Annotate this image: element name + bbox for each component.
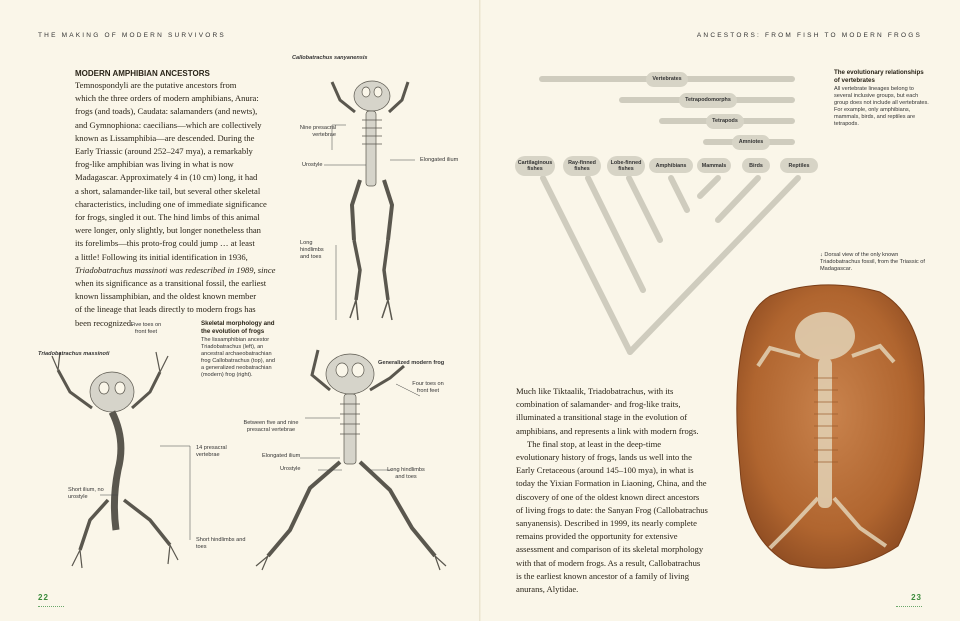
article-line: sanyanensis). Described in 1999, its nearly complete xyxy=(516,518,697,529)
group-tetrapods-label: Tetrapods xyxy=(712,118,738,124)
article-line: Early Cretaceous (around 145–100 mya), in what is xyxy=(516,465,694,476)
article-line: of living frogs to date: the Sanyan Frog (Callobatrachus xyxy=(516,504,708,515)
label-urostyle: Urostyle xyxy=(302,162,323,168)
article-line: is the earliest known ancestor of a family of living xyxy=(516,570,690,581)
article-line: discovery of one of the oldest known direct ancestors xyxy=(516,491,700,502)
label-nine-presacral: Nine presacral vertebrae xyxy=(299,125,336,138)
taxon-mammals-label: Mammals xyxy=(701,163,727,169)
page-number-right: 23 xyxy=(911,593,922,602)
article-line: Early Triassic (around 252–247 mya), a remarkably xyxy=(75,146,253,157)
label-elongated-ilium-2: Elongated ilium xyxy=(262,453,301,459)
page-number-left: 22 xyxy=(38,593,49,602)
label-urostyle-2: Urostyle xyxy=(280,466,301,472)
label-short-ilium: Short ilium, no urostyle xyxy=(68,487,104,500)
article-line: anurans, Alytidae. xyxy=(516,584,579,595)
article-line: been recognized. xyxy=(75,317,134,328)
label-five-toes: Five toes on front feet xyxy=(130,322,162,335)
page-number-dots-left xyxy=(38,606,64,607)
article-line: Much like Tiktaalik, Triadobatrachus, with its xyxy=(516,386,674,396)
article-title: MODERN AMPHIBIAN ANCESTORS xyxy=(75,69,210,78)
article-line: its forelimbs—this proto-frog could jump … at least xyxy=(75,238,255,249)
article-line: combination of salamander- and frog-like traits, xyxy=(516,399,681,410)
right-article-body xyxy=(516,385,726,596)
article-line: Temnospondyli are the putative ancestors from xyxy=(75,80,237,90)
cladogram-caption xyxy=(834,69,930,128)
running-header-left: THE MAKING OF MODERN SURVIVORS xyxy=(38,32,226,39)
article-line: remains provided the opportunity for extensive xyxy=(516,531,678,542)
label-four-toes: Four toes on front feet xyxy=(412,381,444,394)
taxon-amphibians-label: Amphibians xyxy=(655,163,687,169)
cladogram-caption-text: All vertebrate lineages belong to several inclusive groups, but each group does not include all vertebrates. For example, only amphibians, mammals, birds, and reptiles are tetrapods. xyxy=(834,86,929,127)
group-vertebrates-label: Vertebrates xyxy=(652,76,682,82)
skeletal-caption-title: Skeletal morphology and the evolution of frogs xyxy=(201,320,275,335)
group-tetrapodomorphs-label: Tetrapodomorphs xyxy=(685,97,731,103)
article-line: a little! Following its initial identification in 1936, xyxy=(75,251,248,262)
group-amniotes-label: Amniotes xyxy=(738,139,764,145)
label-five-to-nine-presacral: Between five and nine presacral vertebrae xyxy=(243,420,299,433)
label-long-hindlimbs: Long hindlimbs and toes xyxy=(300,240,324,260)
running-header-right: ANCESTORS: FROM FISH TO MODERN FROGS xyxy=(696,32,922,39)
callobatrachus-title: Callobatrachus sanyanensis xyxy=(292,55,368,61)
article-line: and Gymnophiona: caecilians—which are collectively xyxy=(75,119,262,130)
article-line: Triadobatrachus massinoti was redescribed in 1989, since xyxy=(75,264,276,275)
article-line: illuminated a transitional stage in the evolution of xyxy=(516,412,688,423)
article-line: evolutionary history of frogs, lands us well into the xyxy=(516,452,692,463)
article-line: were longer, only slightly, but longer nonetheless than xyxy=(75,225,261,236)
page-number-dots-right xyxy=(896,606,922,607)
article-line: when its significance as a transitional fossil, the earliest xyxy=(75,278,267,289)
article-line: for frogs, singled it out. The hind limbs of this animal xyxy=(75,212,260,223)
article-line: characteristics, including one of immediate significance xyxy=(75,198,267,209)
down-arrow-icon: ↓ xyxy=(820,252,823,258)
article-line: of the lineage that leads directly to modern frogs has xyxy=(75,304,256,315)
article-line: amphibians, and represents a link with modern frogs. xyxy=(516,425,699,436)
article-line: today the Yixian Formation in Liaoning, China, and the xyxy=(516,478,707,489)
article-line: assessment and comparison of its skeletal morphology xyxy=(516,544,704,555)
article-line: known lissamphibian, and the oldest known member xyxy=(75,291,257,302)
taxon-reptiles-label: Reptiles xyxy=(788,163,810,169)
article-line: frogs (and toads), Caudata: salamanders (and newts), xyxy=(75,106,258,117)
generalized-frog-title: Generalized modern frog xyxy=(378,360,445,366)
taxon-lobe-finned-label: Lobe-finned fishes xyxy=(610,160,642,172)
taxon-ray-finned-label: Ray-finned fishes xyxy=(568,160,596,172)
article-line: a short, salamander-like tail, but several other skeletal xyxy=(75,185,261,196)
article-line: known as Lissamphibia—are descended. During the xyxy=(75,132,255,143)
fossil-caption-text: Dorsal view of the only known Triadobatrachus fossil, from the Triassic of Madagascar. xyxy=(820,252,925,272)
article-line: with that of modern frogs. As a result, Callobatrachus xyxy=(516,557,701,568)
article-line: Madagascar. Approximately 4 in (10 cm) long, it had xyxy=(75,172,258,183)
label-elongated-ilium: Elongated ilium xyxy=(420,157,459,163)
article-line: which the three orders of modern amphibians, Anura: xyxy=(75,93,259,104)
article-line: The final stop, at least in the deep-time xyxy=(527,438,662,449)
triadobatrachus-title: Triadobatrachus massinoti xyxy=(38,351,110,357)
label-long-hindlimbs-2: Long hindlimbs and toes xyxy=(387,467,425,480)
article-line: frog-like amphibian was living in what is now xyxy=(75,159,234,170)
skeletal-caption-text: The lissamphibian ancestor Triadobatrachus (left), an ancestral archaeobatrachian frog Callobatrachus (top), and a generalized neobatrachian (modern) frog (right). xyxy=(201,337,276,378)
label-14-presacral: 14 presacral vertebrae xyxy=(196,445,227,458)
taxon-cartilaginous-label: Cartilaginous fishes xyxy=(517,160,553,172)
cladogram-caption-title: The evolutionary relationships of vertebrates xyxy=(834,69,924,84)
fossil-photo xyxy=(730,278,930,578)
taxon-birds-label: Birds xyxy=(749,163,763,169)
label-short-hindlimbs: Short hindlimbs and toes xyxy=(196,537,246,550)
fossil-caption xyxy=(820,252,928,273)
